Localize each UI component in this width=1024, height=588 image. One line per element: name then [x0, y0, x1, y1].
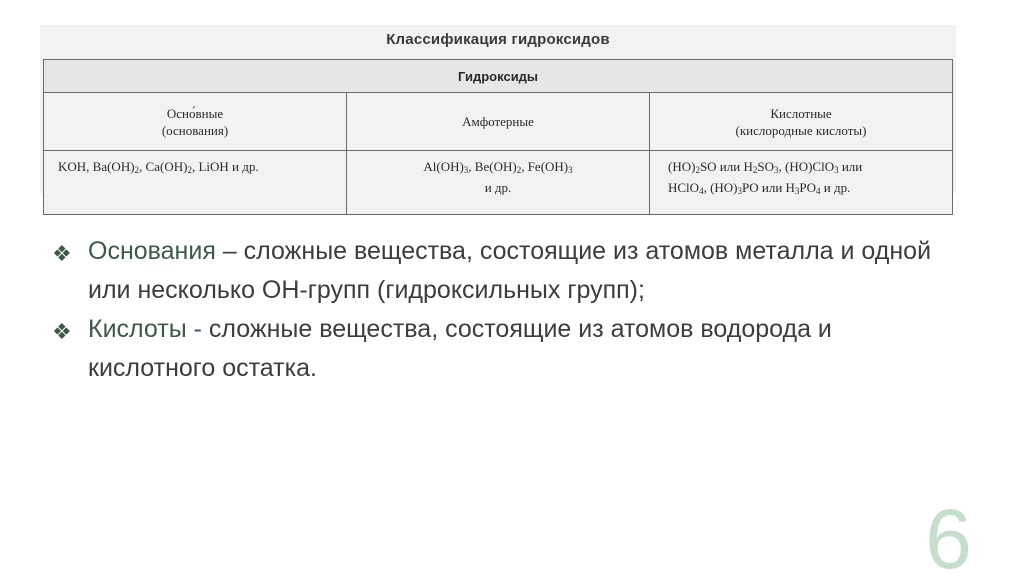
diamond-bullet-icon: ❖ — [52, 241, 72, 266]
cell-basic-text: KOH, $Ba(OH)_2$, $Ca(OH)_2$, LiOH и др. — [58, 159, 259, 176]
column-header-acidic-line1: Кислотные — [770, 105, 832, 121]
slide-number: 6 — [925, 492, 972, 586]
definition-bases: – сложные вещества, состоящие из атомов металла и одной или несколько ОН-групп (гидроксильных групп); — [88, 237, 932, 304]
classification-table-image — [40, 25, 956, 197]
column-header-acidic — [650, 93, 953, 151]
bullet-bases — [50, 232, 950, 310]
column-header-basic-line2: (основания) — [161, 122, 229, 138]
column-header-basic — [44, 93, 347, 151]
column-header-basic-line1: Осно́вные — [166, 105, 224, 121]
cell-amphoteric-line2: и др. — [484, 180, 512, 196]
column-header-amphoteric-line1: Амфотерные — [462, 114, 534, 130]
cell-acidic-line2: HClO$_4$, $(HO)_3PO$ или $H_3PO_4$ и др. — [668, 180, 851, 197]
term-acids: Кислоты - — [88, 315, 202, 343]
definition-acids: сложные вещества, состоящие из атомов водорода и кислотного остатка. — [88, 315, 832, 382]
bullet-acids — [50, 310, 950, 388]
cell-basic-examples — [44, 151, 347, 215]
hydroxides-table — [43, 59, 953, 215]
cell-acidic-examples — [650, 151, 953, 215]
term-bases: Основания — [88, 237, 216, 265]
column-header-acidic-line2: (кислородные кислоты) — [735, 122, 867, 138]
cell-amphoteric-examples — [347, 151, 650, 215]
cell-acidic-line1: $(HO)_2SO$ или $H_2SO_3$, (HO)ClO$_3$ или — [668, 159, 863, 176]
column-header-amphoteric — [347, 93, 650, 151]
table-header-hydroxides: Гидроксиды — [44, 60, 953, 93]
definitions-list — [50, 232, 950, 388]
diamond-bullet-icon: ❖ — [52, 319, 72, 344]
cell-amphoteric-line1: $Al(OH)_3$, $Be(OH)_2$, $Fe(OH)_3$ — [423, 159, 573, 176]
table-title: Классификация гидроксидов — [386, 31, 610, 48]
